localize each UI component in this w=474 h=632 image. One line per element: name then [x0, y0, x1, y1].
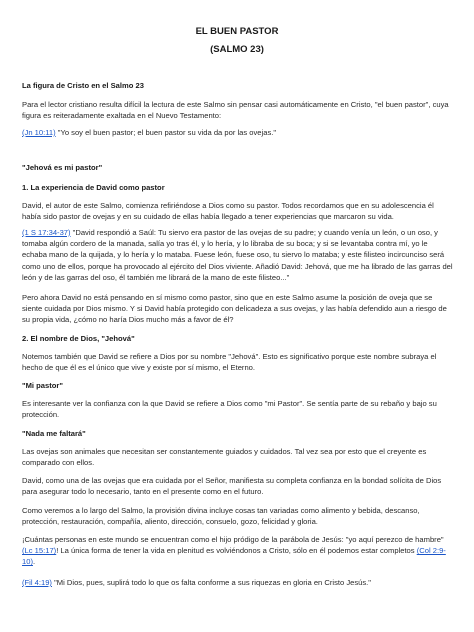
ref-link-jn[interactable]: (Jn 10:11)	[22, 128, 56, 137]
heading-section-1: 1. La experiencia de David como pastor	[22, 183, 165, 192]
heading-mi-pastor: "Mi pastor"	[22, 381, 63, 390]
prodigo-text-b: ! La única forma de tener la vida en plenitud es volviéndonos a Cristo, sólo en él podemos estar completos	[56, 546, 417, 556]
document-subtitle: (SALMO 23)	[210, 44, 264, 55]
heading-jehova: "Jehová es mi pastor"	[22, 163, 103, 172]
heading-section-2: 2. El nombre de Dios, "Jehová"	[22, 334, 135, 343]
prodigo-text-a: ¡Cuántas personas en este mundo se encuentran como el hijo pródigo de la parábola de Jesús: "yo aquí perezco de hambre"	[22, 535, 444, 544]
verse-fil-text: "Mi Dios, pues, suplirá todo lo que os falta conforme a sus riquezas en gloria en Cristo Jesús."	[51, 578, 371, 587]
paragraph-salmo: Como veremos a lo largo del Salmo, la provisión divina incluye cosas tan variadas como alimento y bebida, descanso, protección, restauración, compañía, aliento, dirección, consuelo, gozo, felicidad y gloria.	[22, 506, 420, 527]
verse-jn	[22, 127, 454, 138]
paragraph-provision: David, como una de las ovejas que era cuidada por el Señor, manifiesta su completa confianza en la bondad solícita de Dios para asegurar todo lo necesario, tanto en el presente como en el futuro.	[22, 476, 442, 497]
ref-link-lc[interactable]: (Lc 15:17)	[22, 546, 57, 556]
document-title: EL BUEN PASTOR	[195, 26, 279, 37]
verse-jn-text: "Yo soy el buen pastor; el buen pastor su vida da por las ovejas."	[55, 128, 277, 137]
paragraph-intro: Para el lector cristiano resulta difícil la lectura de este Salmo sin pensar casi automáticamente en Cristo, "el buen pastor", cuya figura es reiteradamente exaltada en el Nuevo Testamento:	[22, 100, 449, 121]
prodigo-text-c: .	[32, 557, 36, 567]
heading-nada-faltara: "Nada me faltará"	[22, 429, 86, 438]
paragraph-ovejas: Las ovejas son animales que necesitan ser constantemente guiados y cuidados. Tal vez sea por esto que el creyente es comparado con ellos.	[22, 447, 427, 468]
verse-1s-text: "David respondió a Saúl: Tu siervo era pastor de las ovejas de su padre; y cuando venía un león, o un oso, y tomaba algún cordero de la manada, salía yo tras él, y lo hería, y lo libraba de su boca; y si se levantaba contra mí, yo le echaba mano de la quijada, y lo hería y lo mataba. Fuese león, fuese oso, tu siervo lo mataba; y este filisteo incircunciso será como uno de ellos, porque ha provocado al ejército del Dios viviente. Añadió David: Jehová, que me ha librado de las garras del león y de las garras del oso, él también me librará de la mano de este filisteo..."	[22, 228, 453, 282]
ref-link-1s[interactable]: (1 S 17:34-37)	[22, 228, 71, 237]
verse-fil	[22, 577, 454, 588]
verse-1s	[22, 227, 454, 283]
paragraph-nombre: Notemos también que David se refiere a Dios por su nombre "Jehová". Esto es significativo porque este nombre subraya el hecho de que él es el único que vive y existe por sí mismo, el Eterno.	[22, 352, 437, 373]
heading-figura: La figura de Cristo en el Salmo 23	[22, 81, 144, 90]
ref-link-fil[interactable]: (Fil 4:19)	[22, 578, 52, 587]
paragraph-prodigo	[22, 534, 454, 568]
ref-link-col[interactable]: (Col 2:9-10)	[22, 546, 446, 567]
paragraph-oveja: Pero ahora David no está pensando en sí mismo como pastor, sino que en este Salmo asume la posición de oveja que se siente cuidada por Dios mismo. Y si David había protegido con delicadeza a sus ovejas, y las había defendido aun a riesgo de su propia vida, ¿cómo no haría Dios mucho más a favor de él?	[22, 293, 447, 325]
paragraph-confianza: Es interesante ver la confianza con la que David se refiere a Dios como "mi Pastor". Se sentía parte de su rebaño y bajo su protección.	[22, 399, 437, 420]
paragraph-david-pastor: David, el autor de este Salmo, comienza refiriéndose a Dios como su pastor. Todos recordamos que en su adolescencia él había sido pastor de ovejas y en su cuidado de ellas había llegado a tener experiencias que marcaron su vida.	[22, 201, 434, 222]
